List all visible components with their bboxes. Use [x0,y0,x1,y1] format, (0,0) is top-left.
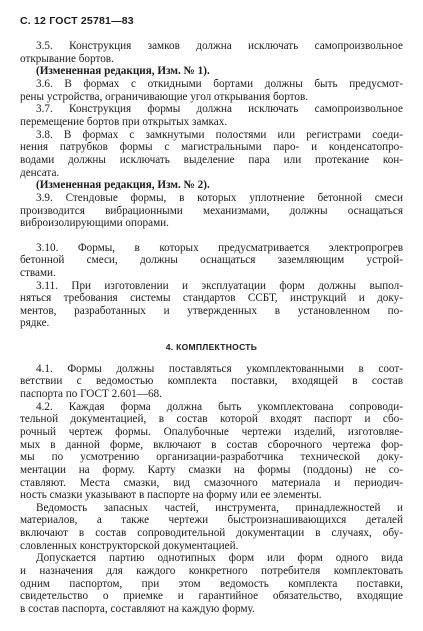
text-line: открывание бортов. [20,52,114,65]
amendment-note: (Измененная редакция, Изм. № 1). [36,65,210,78]
text-line: 3.10. Формы, в которых предусматривается электропрогрев [36,241,403,254]
text-line: 3.7. Конструкция формы должна исключать самопроизвольное [36,103,403,116]
page-header [20,15,134,27]
text-line: включают в состав сопроводительной документации в случаях, обу- [20,527,403,540]
text-line: в состав паспорта, составляют на каждую форму. [20,603,255,615]
text-line: Ведомость запасных частей, инструмента, принадлежностей и [36,501,403,514]
text-line: словленных конструкторской документацией. [20,539,239,552]
text-line: бетонной смеси, должны оснащаться заземляющим устрой- [20,254,403,267]
text-line: ность смазки указывают в паспорте на форму или ее элементы. [20,489,322,502]
text-line: 3.8. В формах с замкнутыми полостями или регистрами соеди- [36,128,403,141]
text-line: ветствии с ведомостью комплекта поставки, входящей в состав [20,375,403,388]
text-line: 3.9. Стендовые формы, в которых уплотнение бетонной смеси [36,191,403,204]
text-line: няться требования системы стандартов ССБТ, инструкций и доку- [20,292,403,305]
text-line: водами должны исключать выделение пара или протекание кон- [20,153,403,166]
text-line: и назначения для каждого конкретного потребителя комплектовать [20,565,403,577]
text-line: нения патрубков формы с магистральными паро- и конденсатопро- [20,141,403,154]
text-line: ментации на форму. Карту смазки на формы (поддоны) не со- [20,463,403,476]
text-line: мых в данной форме, включают в состав сборочного чертежа фор- [20,438,403,451]
text-line: свидетельство о приемке и гарантийное обязательство, входящие [20,590,403,603]
page-number: С. 12 [20,15,47,27]
section-heading: 4. КОМПЛЕКТНОСТЬ [165,341,258,352]
standard-designation: ГОСТ 25781—83 [49,15,134,27]
text-line: ставляют. Места смазки, вид смазочного материала и периодич- [20,476,403,489]
text-line: рены устройства, ограничивающие угол открывания бортов. [20,90,309,103]
text-line: 3.11. При изготовлении и эксплуатации форм должны выпол- [36,279,403,292]
text-line: материалов, а также чертежи быстроизнашивающихся деталей [20,514,403,527]
text-line: ствами. [20,266,56,279]
text-line: паспорта по ГОСТ 2.601—68. [20,387,162,400]
text-line: 4.2. Каждая форма должна быть укомплектована сопроводи- [36,400,403,413]
text-line: одним паспортом, при этом ведомость комплекта поставки, [20,577,403,590]
text-line: ментов, разработанных и утвержденных в установленном по- [20,304,403,317]
text-line: 3.6. В формах с откидными бортами должны быть предусмот- [36,78,403,90]
amendment-note: (Измененная редакция, Изм. № 2). [36,179,210,192]
text-line: перемещение бортов при открытых замках. [20,115,228,128]
text-line: мы по усмотрению организации-разработчика технической доку- [20,451,403,464]
text-line: денсата. [20,166,60,179]
text-line: рочный чертеж формы. Опалубочные чертежи изделий, изготовляе- [20,425,403,438]
text-line: 4.1. Формы должны поставляться укомплектованными в соот- [36,362,403,375]
text-line: производится вибрационными механизмами, должны оснащаться [20,204,403,217]
text-line: виброизолирующими опорами. [20,217,169,230]
text-line: Допускается партию однотипных форм или форм одного вида [36,552,403,565]
text-line: тельной документацией, в состав которой входят паспорт и сбо- [20,413,403,426]
text-line: 3.5. Конструкция замков должна исключать самопроизвольное [36,40,403,52]
text-line: рядке. [20,317,50,330]
